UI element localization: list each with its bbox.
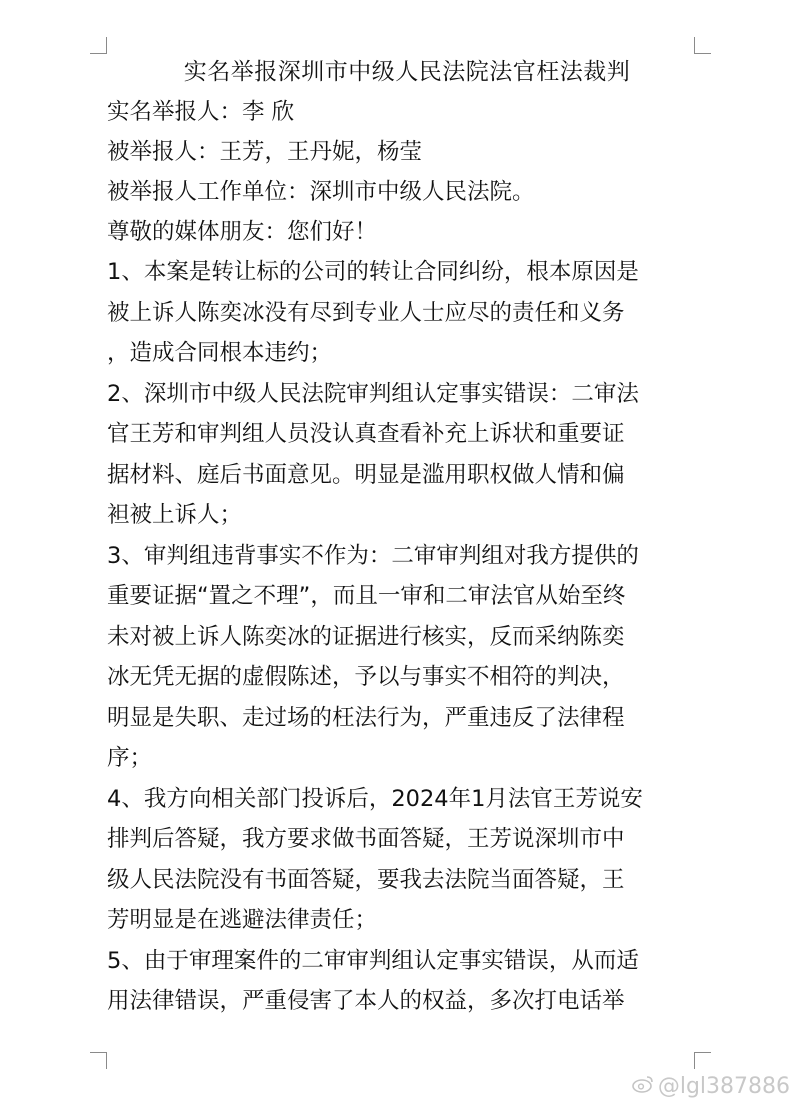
paragraph-line: 3、审判组违背事实不作为：二审审判组对我方提供的 (107, 542, 639, 569)
paragraph-line: 2、深圳市中级人民法院审判组认定事实错误：二审法 (107, 380, 639, 407)
paragraph-line: 冰无凭无据的虚假陈述，予以与事实不相符的判决， (107, 664, 625, 690)
paragraph-1 (107, 252, 707, 374)
watermark (632, 1074, 790, 1099)
greeting-line: 尊敬的媒体朋友：您们好！ (107, 219, 378, 245)
corner-mark-bottom-left (90, 1052, 107, 1069)
paragraph-line: 被上诉人陈奕冰没有尽到专业人士应尽的责任和义务 (107, 299, 625, 326)
weibo-logo-icon (632, 1075, 654, 1098)
paragraph-line: 级人民法院没有书面答疑，要我去法院当面答疑，王 (107, 866, 625, 893)
paragraph-line: 4、我方向相关部门投诉后，2024年1月法官王芳说安 (107, 785, 643, 812)
paragraph-line: 排判后答疑，我方要求做书面答疑，王芳说深圳市中 (107, 826, 625, 852)
watermark-text: @lgl387886 (657, 1074, 790, 1099)
paragraph-line: 官王芳和审判组人员没认真查看补充上诉状和重要证 (107, 421, 625, 447)
document-body (107, 52, 707, 1022)
paragraph-line: 未对被上诉人陈奕冰的证据进行核实，反而采纳陈奕 (107, 623, 625, 650)
paragraph-line: 袒被上诉人； (107, 502, 243, 528)
paragraph-line: 序； (107, 745, 153, 771)
paragraph-line: 重要证据“置之不理”，而且一审和二审法官从始至终 (107, 583, 626, 609)
corner-mark-top-left (90, 37, 107, 54)
paragraph-line: 1、本案是转让标的公司的转让合同纠纷，根本原因是 (107, 259, 639, 285)
document-title: 实名举报深圳市中级人民法院法官枉法裁判 (183, 59, 631, 85)
accused-line: 被举报人：王芳，王丹妮，杨莹 (107, 139, 423, 165)
paragraph-line: 芳明显是在逃避法律责任； (107, 907, 378, 933)
paragraph-3 (107, 536, 707, 779)
paragraph-4 (107, 779, 707, 941)
workplace-line: 被举报人工作单位：深圳市中级人民法院。 (107, 179, 535, 205)
corner-mark-bottom-right (694, 1052, 711, 1069)
paragraph-line: ，造成合同根本违约； (107, 340, 333, 366)
paragraph-line: 5、由于审理案件的二审审判组认定事实错误，从而适 (107, 947, 639, 974)
paragraph-2 (107, 374, 707, 536)
reporter-line: 实名举报人：李 欣 (107, 99, 295, 125)
paragraph-5 (107, 941, 707, 1022)
paragraph-line: 明显是失职、走过场的枉法行为，严重违反了法律程 (107, 704, 625, 731)
paragraph-line: 据材料、庭后书面意见。明显是滥用职权做人情和偏 (107, 461, 625, 488)
paragraph-line: 用法律错误，严重侵害了本人的权益，多次打电话举 (107, 988, 625, 1014)
